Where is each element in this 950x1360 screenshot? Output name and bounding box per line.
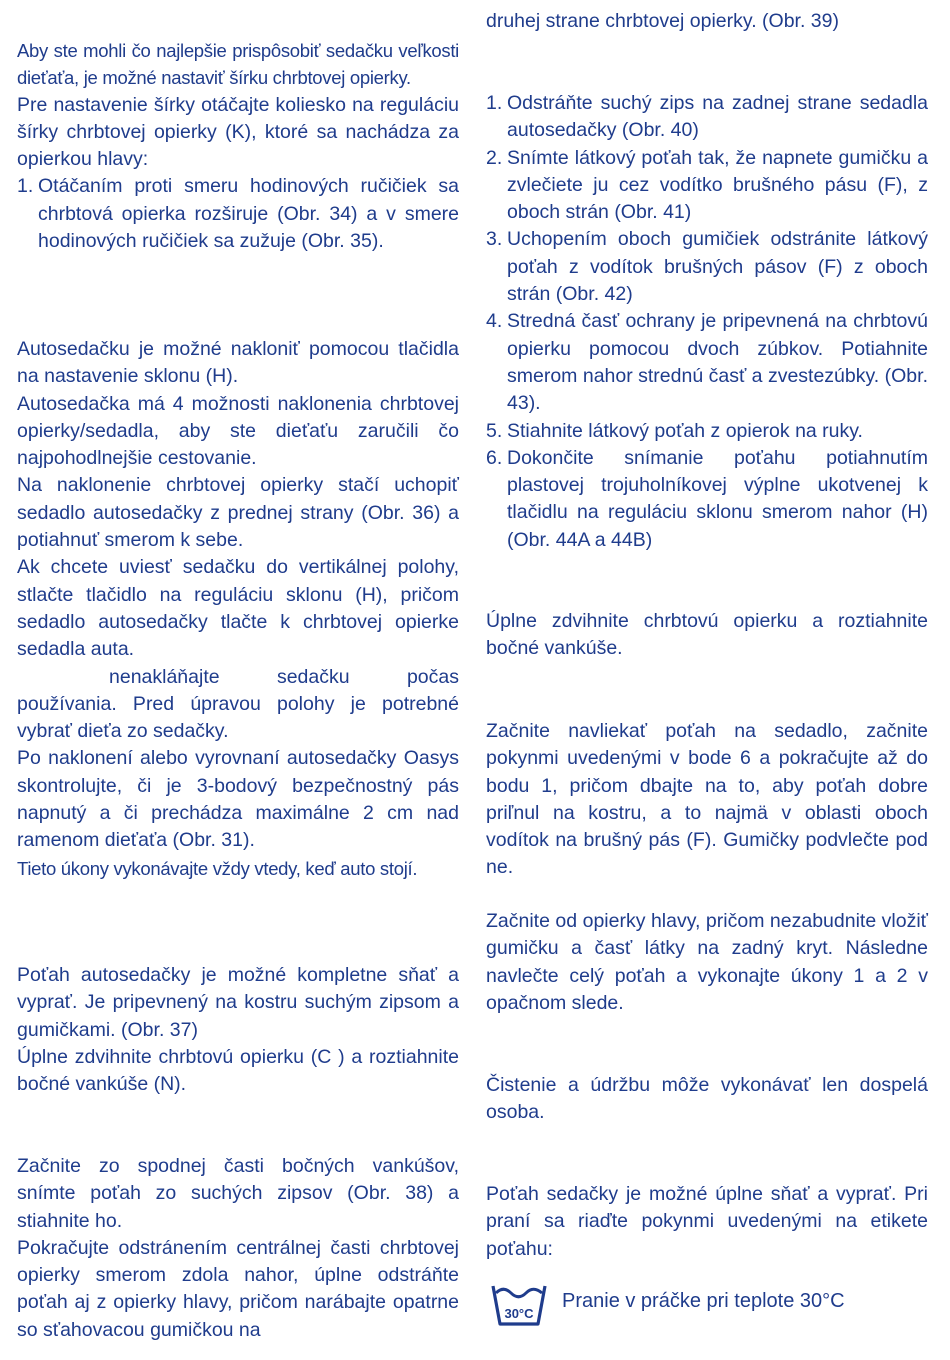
list-item: 2. Snímte látkový poťah tak, že napnete gumičku a zvlečiete ju cez vodítko brušného pásu (F), z oboch strán (Obr. 41) bbox=[486, 146, 928, 224]
continuation-text: druhej strane chrbtovej opierky. (Obr. 39) bbox=[486, 10, 839, 32]
wash-intro-paragraph: Poťah sedačky je možné úplne sňať a vyprať. Pri praní sa riaďte pokynmi uvedenými na etikete poťahu: bbox=[486, 1183, 928, 1260]
wash-30-icon bbox=[490, 1280, 548, 1330]
wash-label: Pranie v práčke pri teplote 30°C bbox=[562, 1290, 845, 1312]
list-item: 5. Stiahnite látkový poťah z opierok na ruky. bbox=[486, 419, 863, 442]
recline-paragraph: Autosedačku je možné nakloniť pomocou tlačidla na nastavenie sklonu (H). bbox=[17, 338, 459, 388]
list-item: 1. Odstráňte suchý zips na zadnej strane sedadla autosedačky (Obr. 40) bbox=[486, 92, 928, 142]
wash-temperature: 30°C bbox=[504, 1306, 534, 1321]
cover-removal-start bbox=[17, 1153, 459, 1344]
cover-paragraph: Začnite zo spodnej časti bočných vankúšov, snímte poťah zo suchých zipsov (Obr. 38) a stiahnite ho. bbox=[17, 1155, 459, 1232]
recline-paragraph: Po naklonení alebo vyrovnaní autosedačky Oasys skontrolujte, či je 3-bodový bezpečnostný pás napnutý a či prechádza maximálne 2 cm nad ramenom dieťaťa (Obr. 31). bbox=[17, 747, 459, 852]
cover-paragraph: Úplne zdvihnite chrbtovú opierku (C ) a roztiahnite bočné vankúše (N). bbox=[17, 1045, 459, 1096]
recline-section bbox=[17, 336, 459, 882]
cover-paragraph: Poťah autosedačky je možné kompletne sňať a vyprať. Je pripevnený na kostru suchým zipsom a gumičkami. (Obr. 37) bbox=[17, 964, 459, 1041]
width-intro-paragraph: Pre nastavenie šírky otáčajte koliesko na reguláciu šírky chrbtovej opierky (K), ktoré sa nachádza za opierkou hlavy: bbox=[17, 93, 459, 171]
list-item: 3. Uchopením oboch gumičiek odstránite látkový poťah z vodítok brušných pásov (F) z oboch strán (Obr. 42) bbox=[486, 228, 928, 306]
width-adjust-section bbox=[17, 37, 459, 255]
list-item: 6. Dokončite snímanie poťahu potiahnutím plastovej trojuholníkovej výplne ukotvenej k tlačidlu na reguláciu sklonu smerom nahor (H) (Obr. 44A a 44B) bbox=[486, 446, 928, 551]
refit-lift-paragraph: Úplne zdvihnite chrbtovú opierku a roztiahnite bočné vankúše. bbox=[486, 610, 928, 660]
recline-paragraph: Autosedačka má 4 možnosti naklonenia chrbtovej opierky/sedadla, aby ste dieťaťu zaručili čo najpohodlnejšie cestovanie. bbox=[17, 392, 459, 470]
cover-removal-intro bbox=[17, 962, 459, 1098]
refit-head-paragraph: Začnite od opierky hlavy, pričom nezabudnite vložiť gumičku a časť látky na zadný kryt. Následne navlečte celý poťah a vykonajte úkony 1 a 2 v opačnom slede. bbox=[486, 910, 928, 1014]
recline-paragraph: Ak chcete uviesť sedačku do vertikálnej polohy, stlačte tlačidlo na reguláciu sklonu (H), pričom sedadlo autosedačky tlačte k chrbtovej opierke sedadla auta. bbox=[17, 556, 459, 661]
removal-steps-section bbox=[486, 90, 928, 554]
removal-steps-list bbox=[486, 90, 928, 554]
recline-paragraph: Na naklonenie chrbtovej opierky stačí uchopiť sedadlo autosedačky z prednej strany (Obr. 36) a potiahnuť smerom k sebe. bbox=[17, 474, 459, 552]
recline-note: Tieto úkony vykonávajte vždy vtedy, keď auto stojí. bbox=[17, 857, 418, 879]
recline-warning: nenakláňajte sedačku počas používania. Pred úpravou polohy je potrebné vybrať dieťa zo sedačky. bbox=[17, 665, 459, 743]
care-paragraph: Čistenie a údržbu môže vykonávať len dospelá osoba. bbox=[486, 1074, 928, 1124]
refit-seat-paragraph: Začnite navliekať poťah na sedadlo, začnite pokynmi uvedenými v bode 6 a pokračujte až do bodu 1, pričom dbajte na to, aby poťah dobre priľnul na kostru, a to najmä v oblasti oboch vodítok na brušný pás (F). Gumičky podvlečte pod ne. bbox=[486, 720, 928, 879]
list-item: 1. Otáčaním proti smeru hodinových ručičiek sa chrbtová opierka rozširuje (Obr. 34) a v smere hodinových ručičiek sa zužuje (Obr. 35). bbox=[17, 175, 459, 253]
cover-paragraph: Pokračujte odstránením centrálnej časti chrbtovej opierky smerom zdola nahor, úplne odstráňte poťah aj z opierky hlavy, pričom narábajte opatrne so sťahovacou gumičkou na bbox=[17, 1236, 459, 1341]
width-steps-list bbox=[17, 173, 459, 255]
wash-instruction bbox=[486, 1278, 928, 1334]
list-item: 4. Stredná časť ochrany je pripevnená na chrbtovú opierku pomocou dvoch zúbkov. Potiahnite smerom nahor strednú časť a zvestezúbky. (Obr. 43). bbox=[486, 310, 928, 415]
width-intro-paragraph: Aby ste mohli čo najlepšie prispôsobiť sedačku veľkosti dieťaťa, je možné nastaviť šírku chrbtovej opierky. bbox=[17, 40, 459, 89]
